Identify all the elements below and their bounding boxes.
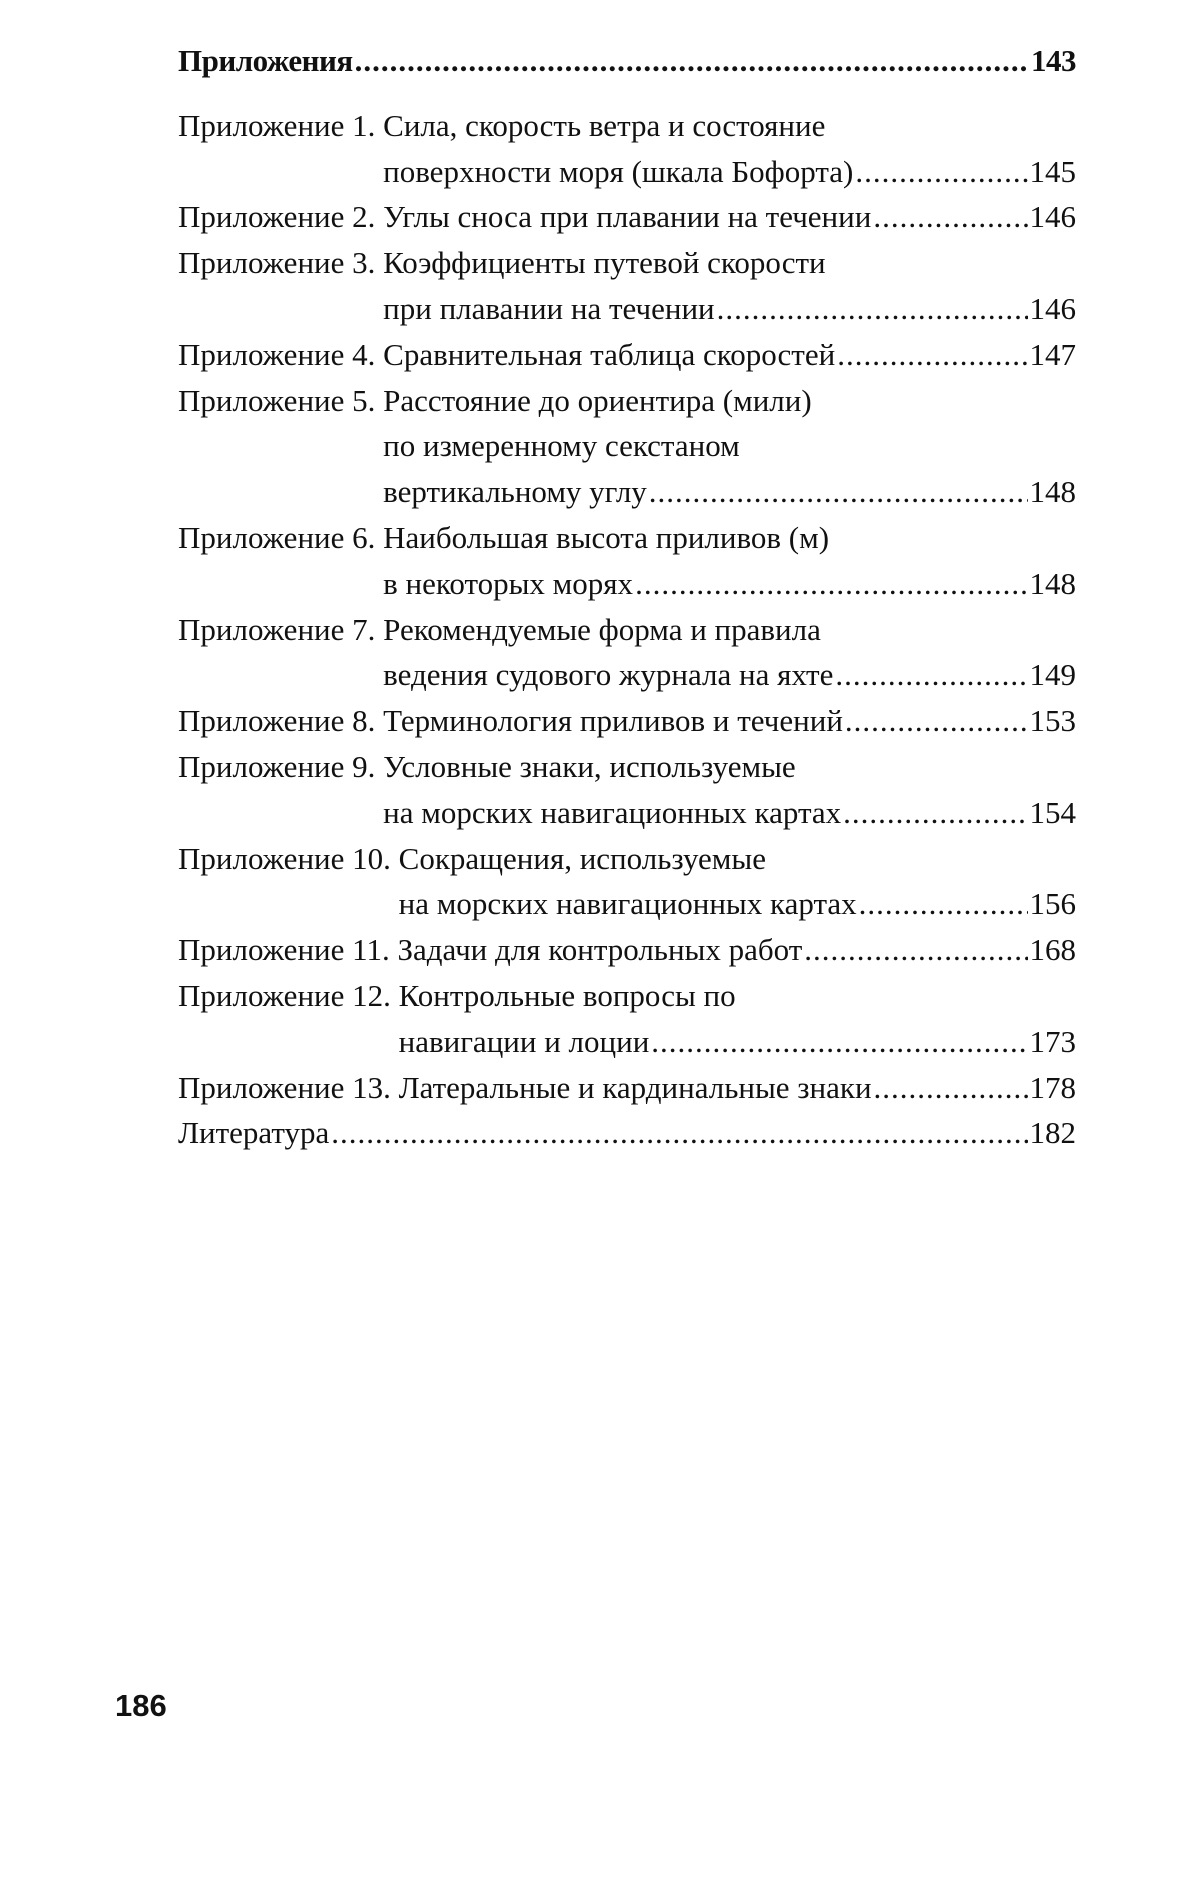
toc-entry-title — [383, 378, 1076, 515]
dot-leader — [835, 652, 1027, 698]
toc-entry-title-line: в некоторых морях — [383, 565, 634, 601]
toc-entry-leader-row — [383, 194, 1076, 240]
toc-entry-title — [178, 1110, 1076, 1156]
dot-leader — [804, 927, 1027, 973]
toc-entry-page: 149 — [1029, 657, 1076, 693]
toc-entry-title-line: Сила, скорость ветра и состояние — [383, 107, 826, 143]
toc-entry — [178, 1065, 1076, 1111]
toc-entry-leader-row — [383, 652, 1076, 698]
toc-entry-title — [383, 332, 1076, 378]
toc-entry-label: Приложение 5. — [178, 382, 384, 418]
toc-entry — [178, 1110, 1076, 1156]
section-page: 143 — [1031, 43, 1076, 78]
toc-entry-page: 173 — [1029, 1023, 1076, 1059]
toc-entry — [178, 515, 1076, 607]
toc-entry-label: Приложение 3. — [178, 245, 384, 281]
toc-entry-title-line: на морских навигационных картах — [383, 794, 842, 830]
table-of-contents — [178, 38, 1076, 1156]
toc-entry-label: Приложение 11. — [178, 932, 398, 968]
toc-entry-title-line: Латеральные и кардинальные знаки — [398, 1069, 872, 1105]
toc-entry — [178, 332, 1076, 378]
toc-entry — [178, 973, 1076, 1065]
toc-entry-title-line: вертикальному углу — [383, 474, 647, 510]
toc-entry-title — [383, 103, 1076, 195]
toc-entry — [178, 607, 1076, 699]
toc-entry-page: 146 — [1029, 290, 1076, 326]
page-number: 186 — [115, 1688, 167, 1723]
toc-entry-leader-row — [397, 927, 1076, 973]
toc-entry-leader-row — [383, 561, 1076, 607]
dot-leader — [651, 1019, 1027, 1065]
toc-entry-leader-row — [178, 1110, 1076, 1156]
toc-entry-label: Приложение 2. — [178, 199, 384, 235]
toc-entry-title-line: навигации и лоции — [398, 1023, 650, 1059]
toc-entry-title — [383, 744, 1076, 836]
toc-entry-leader-row — [399, 1065, 1076, 1111]
toc-entry-title-line: Условные знаки, используемые — [383, 748, 796, 784]
toc-entry-label: Приложение 10. — [178, 840, 399, 876]
toc-entry-page: 147 — [1029, 336, 1076, 372]
toc-entry-leader-row — [383, 286, 1076, 332]
dot-leader — [837, 332, 1027, 378]
toc-entry — [178, 103, 1076, 195]
toc-entry-title-line: Углы сноса при плавании на течении — [383, 199, 872, 235]
toc-entry-page: 154 — [1029, 794, 1076, 830]
toc-entry-label: Приложение 1. — [178, 107, 384, 143]
toc-entry-page: 145 — [1029, 153, 1076, 189]
toc-entry-title — [397, 927, 1076, 973]
toc-entry-title — [383, 698, 1076, 744]
toc-entry-title — [383, 194, 1076, 240]
toc-entry-leader-row — [383, 698, 1076, 744]
toc-entry-title-line: Коэффициенты путевой скорости — [383, 245, 826, 281]
toc-entry-label: Приложение 9. — [178, 748, 384, 784]
dot-leader — [649, 469, 1028, 515]
toc-entry-leader-row — [399, 881, 1076, 927]
toc-entry-page: 182 — [1029, 1115, 1076, 1151]
toc-entry — [178, 927, 1076, 973]
toc-entry — [178, 194, 1076, 240]
toc-entry-title-line: Сокращения, используемые — [398, 840, 766, 876]
dot-leader — [873, 194, 1027, 240]
toc-entry-page: 148 — [1029, 565, 1076, 601]
toc-entry-label: Приложение 8. — [178, 703, 384, 739]
dot-leader — [845, 698, 1028, 744]
dot-leader — [843, 790, 1027, 836]
toc-entry-title-line: Контрольные вопросы по — [398, 977, 736, 1013]
toc-entry-title-line: на морских навигационных картах — [398, 886, 857, 922]
toc-entry-title-line: ведения судового журнала на яхте — [383, 657, 834, 693]
toc-entry — [178, 836, 1076, 928]
toc-entry-label: Приложение 13. — [178, 1069, 399, 1105]
dot-leader — [874, 1065, 1028, 1111]
toc-entry-title-line: Наибольшая высота приливов (м) — [383, 519, 830, 555]
toc-entry-leader-row — [383, 469, 1076, 515]
toc-entry-title — [399, 1065, 1076, 1111]
toc-entry-leader-row — [383, 332, 1076, 378]
toc-entry-title-line: поверхности моря (шкала Бофорта) — [383, 153, 854, 189]
toc-entry-label: Приложение 6. — [178, 519, 384, 555]
toc-entry-title-line: Литература — [178, 1115, 330, 1151]
toc-entry-label: Приложение 4. — [178, 336, 384, 372]
toc-entry-title-line: Расстояние до ориентира (мили) — [383, 382, 812, 418]
toc-entry-page: 146 — [1029, 199, 1076, 235]
toc-entry-page: 153 — [1029, 703, 1076, 739]
toc-entry-leader-row — [383, 149, 1076, 195]
toc-entry-title — [383, 515, 1076, 607]
toc-entry-title — [383, 240, 1076, 332]
toc-entry-title-line: по измеренному секстаном — [383, 428, 740, 464]
toc-entry-page: 156 — [1029, 886, 1076, 922]
toc-entry-title-line: Терминология приливов и течений — [383, 703, 843, 739]
toc-entry-title-line: Сравнительная таблица скоростей — [383, 336, 836, 372]
toc-entry — [178, 240, 1076, 332]
toc-entry-leader-row — [383, 790, 1076, 836]
toc-entry-label: Приложение 12. — [178, 977, 399, 1013]
dot-leader — [855, 149, 1027, 195]
dot-leader — [717, 286, 1028, 332]
toc-entry — [178, 378, 1076, 515]
toc-entry-title-line: Задачи для контрольных работ — [397, 932, 803, 968]
section-title: Приложения — [178, 43, 353, 78]
toc-entry-list — [178, 103, 1076, 1156]
toc-entry-title — [383, 607, 1076, 699]
toc-entry-title-line: при плавании на течении — [383, 290, 715, 326]
toc-entry-page: 178 — [1029, 1069, 1076, 1105]
dot-leader — [635, 561, 1027, 607]
toc-entry-title — [399, 973, 1076, 1065]
toc-entry-page: 168 — [1029, 932, 1076, 968]
toc-section-heading — [178, 38, 1076, 84]
toc-entry-title — [399, 836, 1076, 928]
toc-entry — [178, 698, 1076, 744]
toc-entry — [178, 744, 1076, 836]
toc-entry-page: 148 — [1029, 474, 1076, 510]
dot-leader — [859, 881, 1028, 927]
toc-entry-leader-row — [399, 1019, 1076, 1065]
toc-entry-label: Приложение 7. — [178, 611, 384, 647]
dot-leader — [331, 1110, 1027, 1156]
dot-leader — [355, 38, 1029, 84]
toc-entry-title-line: Рекомендуемые форма и правила — [383, 611, 821, 647]
